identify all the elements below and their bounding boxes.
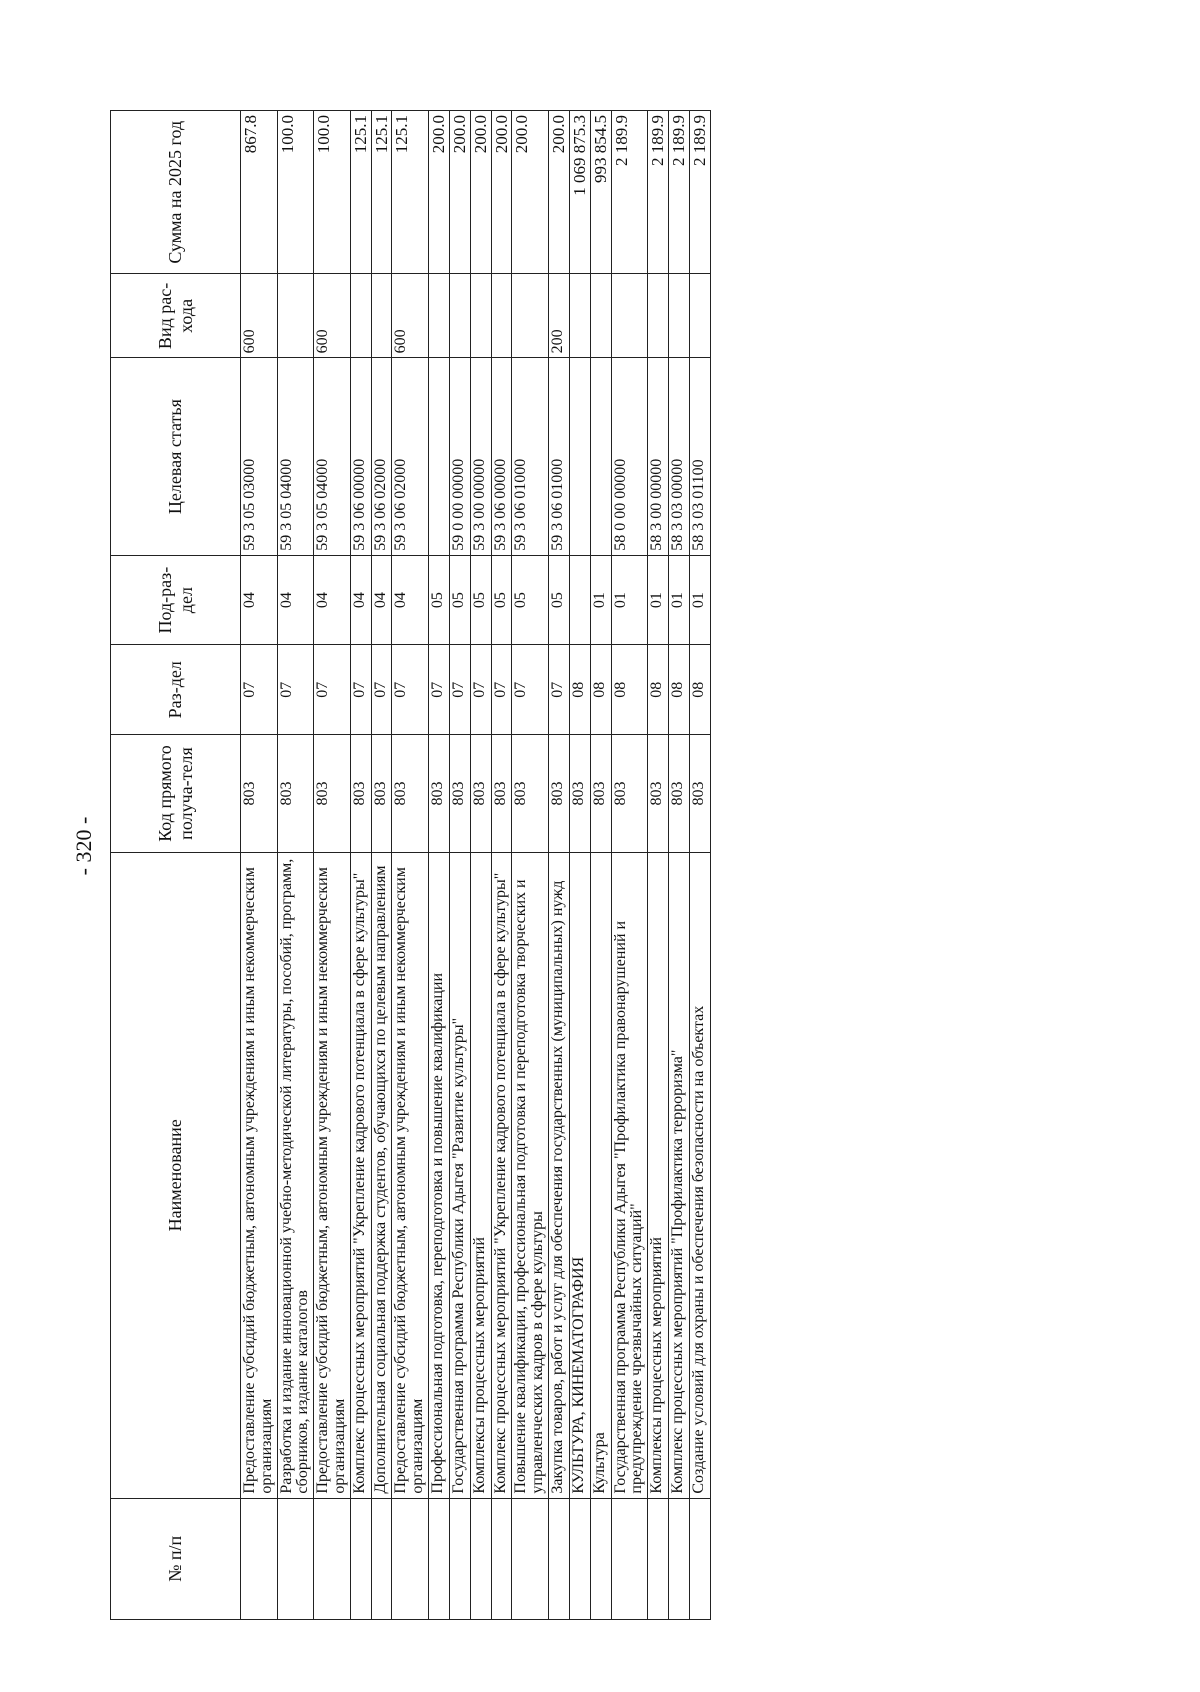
- header-section: Раз-дел: [111, 645, 241, 735]
- cell-subsection: 01: [611, 555, 648, 645]
- header-num: № п/п: [111, 1498, 241, 1619]
- cell-name: Комплексы процессных мероприятий: [470, 853, 491, 1499]
- cell-target-article: 58 3 03 00000: [669, 358, 690, 555]
- table-row: [277, 111, 314, 1620]
- cell-subsection: 01: [689, 555, 710, 645]
- cell-num: [648, 1498, 669, 1619]
- cell-num: [590, 1498, 611, 1619]
- cell-subsection: 04: [314, 555, 351, 645]
- cell-recipient-code: 803: [241, 735, 278, 853]
- cell-num: [277, 1498, 314, 1619]
- cell-name: Государственная программа Республики Адыгея "Развитие культуры": [449, 853, 470, 1499]
- cell-num: [371, 1498, 392, 1619]
- cell-recipient-code: 803: [549, 735, 570, 853]
- cell-sum: 1 069 875.3: [569, 111, 590, 274]
- cell-num: [429, 1498, 450, 1619]
- cell-num: [611, 1498, 648, 1619]
- cell-sum: 2 189.9: [611, 111, 648, 274]
- header-name: Наименование: [111, 853, 241, 1499]
- cell-subsection: 05: [429, 555, 450, 645]
- cell-expense-type: [689, 274, 710, 358]
- header-expense-type: Вид рас-хода: [111, 274, 241, 358]
- cell-expense-type: 200: [549, 274, 570, 358]
- cell-section: 07: [277, 645, 314, 735]
- cell-expense-type: [277, 274, 314, 358]
- cell-name: Разработка и издание инновационной учебно-методической литературы, пособий, программ, сборников, издание каталогов: [277, 853, 314, 1499]
- cell-target-article: 59 3 06 00000: [350, 358, 371, 555]
- cell-target-article: 58 3 03 01100: [689, 358, 710, 555]
- cell-name: Комплекс процессных мероприятий "Укрепление кадрового потенциала в сфере культуры": [491, 853, 512, 1499]
- table-row: [512, 111, 549, 1620]
- cell-section: 07: [449, 645, 470, 735]
- table-row: [549, 111, 570, 1620]
- cell-name: Комплексы процессных мероприятий: [648, 853, 669, 1499]
- header-recipient-code: Код прямого получа-теля: [111, 735, 241, 853]
- cell-target-article: 59 3 06 01000: [549, 358, 570, 555]
- cell-expense-type: [611, 274, 648, 358]
- cell-section: 07: [512, 645, 549, 735]
- cell-recipient-code: 803: [590, 735, 611, 853]
- cell-subsection: 05: [470, 555, 491, 645]
- cell-recipient-code: 803: [314, 735, 351, 853]
- cell-recipient-code: 803: [669, 735, 690, 853]
- cell-target-article: 59 3 06 02000: [392, 358, 429, 555]
- cell-num: [491, 1498, 512, 1619]
- cell-num: [449, 1498, 470, 1619]
- cell-sum: 200.0: [470, 111, 491, 274]
- cell-target-article: [590, 358, 611, 555]
- cell-subsection: 05: [512, 555, 549, 645]
- cell-expense-type: [350, 274, 371, 358]
- cell-section: 08: [669, 645, 690, 735]
- cell-section: 08: [689, 645, 710, 735]
- cell-section: 07: [549, 645, 570, 735]
- cell-name: Культура: [590, 853, 611, 1499]
- cell-target-article: 58 0 00 00000: [611, 358, 648, 555]
- cell-target-article: [569, 358, 590, 555]
- cell-name: Закупка товаров, работ и услуг для обеспечения государственных (муниципальных) нужд: [549, 853, 570, 1499]
- cell-subsection: 01: [669, 555, 690, 645]
- cell-section: 07: [491, 645, 512, 735]
- cell-num: [512, 1498, 549, 1619]
- cell-target-article: 59 3 05 04000: [277, 358, 314, 555]
- cell-expense-type: [569, 274, 590, 358]
- cell-name: Предоставление субсидий бюджетным, автономным учреждениям и иным некоммерческим организациям: [392, 853, 429, 1499]
- cell-recipient-code: 803: [392, 735, 429, 853]
- cell-num: [314, 1498, 351, 1619]
- cell-expense-type: [371, 274, 392, 358]
- cell-sum: 200.0: [449, 111, 470, 274]
- cell-recipient-code: 803: [429, 735, 450, 853]
- table-row: [590, 111, 611, 1620]
- cell-recipient-code: 803: [350, 735, 371, 853]
- cell-section: 08: [611, 645, 648, 735]
- cell-name: Дополнительная социальная поддержка студентов, обучающихся по целевым направлениям: [371, 853, 392, 1499]
- cell-sum: 867.8: [241, 111, 278, 274]
- cell-name: КУЛЬТУРА, КИНЕМАТОГРАФИЯ: [569, 853, 590, 1499]
- table-row: [648, 111, 669, 1620]
- table-row: [449, 111, 470, 1620]
- header-target-article: Целевая статья: [111, 358, 241, 555]
- cell-subsection: 01: [648, 555, 669, 645]
- cell-section: 07: [429, 645, 450, 735]
- cell-expense-type: 600: [241, 274, 278, 358]
- table-header-row: [111, 111, 241, 1620]
- cell-num: [549, 1498, 570, 1619]
- cell-target-article: 59 3 05 03000: [241, 358, 278, 555]
- cell-sum: 2 189.9: [648, 111, 669, 274]
- cell-name: Предоставление субсидий бюджетным, автономным учреждениям и иным некоммерческим организациям: [241, 853, 278, 1499]
- cell-sum: 200.0: [429, 111, 450, 274]
- cell-section: 07: [241, 645, 278, 735]
- cell-num: [470, 1498, 491, 1619]
- cell-sum: 125.1: [350, 111, 371, 274]
- cell-subsection: 05: [491, 555, 512, 645]
- cell-section: 07: [350, 645, 371, 735]
- cell-section: 07: [470, 645, 491, 735]
- cell-subsection: 04: [241, 555, 278, 645]
- cell-expense-type: [449, 274, 470, 358]
- cell-section: 07: [371, 645, 392, 735]
- cell-target-article: 59 3 06 01000: [512, 358, 549, 555]
- cell-target-article: 59 3 06 02000: [371, 358, 392, 555]
- cell-subsection: 04: [350, 555, 371, 645]
- cell-name: Профессиональная подготовка, переподготовка и повышение квалификации: [429, 853, 450, 1499]
- table-row: [611, 111, 648, 1620]
- cell-target-article: 59 3 06 00000: [491, 358, 512, 555]
- cell-recipient-code: 803: [611, 735, 648, 853]
- cell-section: 07: [314, 645, 351, 735]
- cell-recipient-code: 803: [512, 735, 549, 853]
- table-row: [689, 111, 710, 1620]
- table-row: [470, 111, 491, 1620]
- cell-name: Комплекс процессных мероприятий "Профилактика терроризма": [669, 853, 690, 1499]
- cell-name: Комплекс процессных мероприятий "Укрепление кадрового потенциала в сфере культуры": [350, 853, 371, 1499]
- cell-subsection: 04: [277, 555, 314, 645]
- cell-recipient-code: 803: [371, 735, 392, 853]
- cell-target-article: 59 3 00 00000: [470, 358, 491, 555]
- cell-expense-type: [512, 274, 549, 358]
- header-sum-2025: Сумма на 2025 год: [111, 111, 241, 274]
- header-subsection: Под-раз-дел: [111, 555, 241, 645]
- cell-subsection: 04: [371, 555, 392, 645]
- cell-target-article: [429, 358, 450, 555]
- table-row: [392, 111, 429, 1620]
- cell-subsection: [569, 555, 590, 645]
- cell-name: Создание условий для охраны и обеспечения безопасности на объектах: [689, 853, 710, 1499]
- cell-recipient-code: 803: [470, 735, 491, 853]
- table-row: [429, 111, 450, 1620]
- cell-target-article: 59 0 00 00000: [449, 358, 470, 555]
- rotated-table-container: [110, 80, 870, 1620]
- cell-expense-type: [669, 274, 690, 358]
- table-row: [241, 111, 278, 1620]
- table-row: [371, 111, 392, 1620]
- cell-expense-type: [648, 274, 669, 358]
- cell-target-article: 58 3 00 00000: [648, 358, 669, 555]
- cell-recipient-code: 803: [689, 735, 710, 853]
- cell-name: Государственная программа Республики Адыгея "Профилактика правонарушений и предупреждение чрезвычайных ситуаций": [611, 853, 648, 1499]
- cell-sum: 125.1: [371, 111, 392, 274]
- cell-name: Повышение квалификации, профессиональная подготовка и переподготовка творческих и управленческих кадров в сфере культуры: [512, 853, 549, 1499]
- cell-section: 08: [590, 645, 611, 735]
- cell-recipient-code: 803: [569, 735, 590, 853]
- cell-name: Предоставление субсидий бюджетным, автономным учреждениям и иным некоммерческим организациям: [314, 853, 351, 1499]
- cell-sum: 200.0: [491, 111, 512, 274]
- table-row: [314, 111, 351, 1620]
- cell-expense-type: [470, 274, 491, 358]
- cell-sum: 100.0: [314, 111, 351, 274]
- cell-num: [669, 1498, 690, 1619]
- cell-section: 08: [648, 645, 669, 735]
- cell-sum: 993 854.5: [590, 111, 611, 274]
- cell-recipient-code: 803: [648, 735, 669, 853]
- table-row: [491, 111, 512, 1620]
- cell-target-article: 59 3 05 04000: [314, 358, 351, 555]
- page-number: - 320 -: [71, 816, 96, 876]
- cell-subsection: 01: [590, 555, 611, 645]
- cell-sum: 2 189.9: [669, 111, 690, 274]
- cell-num: [689, 1498, 710, 1619]
- cell-recipient-code: 803: [449, 735, 470, 853]
- cell-expense-type: [491, 274, 512, 358]
- cell-num: [392, 1498, 429, 1619]
- cell-recipient-code: 803: [491, 735, 512, 853]
- cell-sum: 100.0: [277, 111, 314, 274]
- cell-recipient-code: 803: [277, 735, 314, 853]
- cell-expense-type: [590, 274, 611, 358]
- table-body: [241, 111, 711, 1620]
- cell-section: 08: [569, 645, 590, 735]
- cell-sum: 200.0: [549, 111, 570, 274]
- table-row: [569, 111, 590, 1620]
- cell-expense-type: [429, 274, 450, 358]
- cell-subsection: 05: [549, 555, 570, 645]
- cell-expense-type: 600: [392, 274, 429, 358]
- cell-sum: 2 189.9: [689, 111, 710, 274]
- budget-table: [110, 110, 711, 1620]
- cell-sum: 125.1: [392, 111, 429, 274]
- cell-num: [241, 1498, 278, 1619]
- cell-sum: 200.0: [512, 111, 549, 274]
- cell-expense-type: 600: [314, 274, 351, 358]
- cell-num: [350, 1498, 371, 1619]
- table-row: [669, 111, 690, 1620]
- cell-section: 07: [392, 645, 429, 735]
- table-row: [350, 111, 371, 1620]
- cell-subsection: 05: [449, 555, 470, 645]
- cell-num: [569, 1498, 590, 1619]
- cell-subsection: 04: [392, 555, 429, 645]
